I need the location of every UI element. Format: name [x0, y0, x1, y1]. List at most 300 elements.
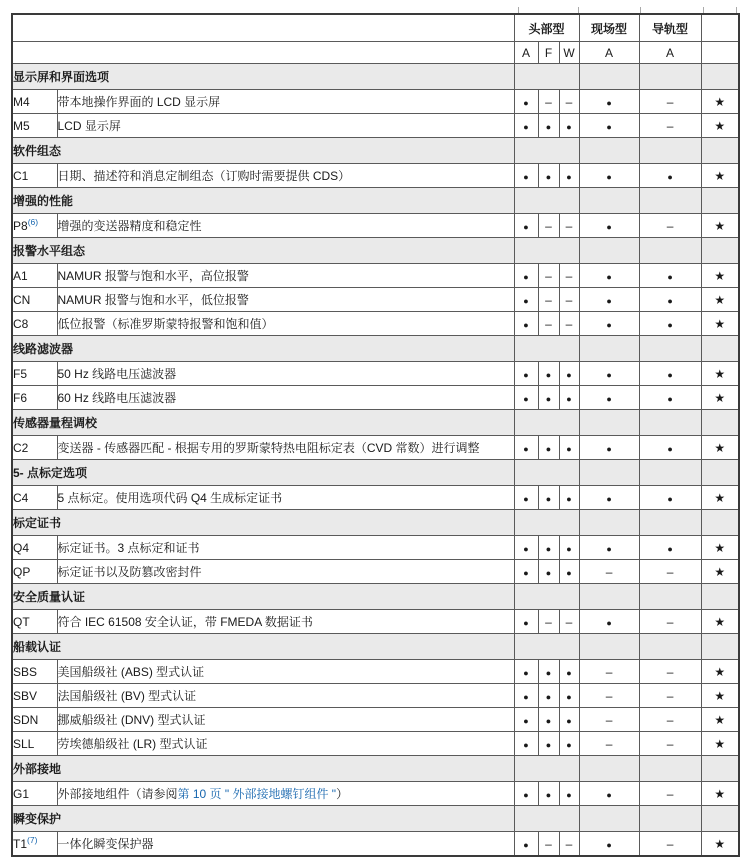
availability-rail-A-cell — [639, 660, 701, 684]
not-available-dash-icon: – — [666, 614, 674, 629]
section-empty-rail-cell — [639, 806, 701, 832]
available-dot-icon: ● — [545, 493, 552, 504]
expedite-star-cell — [701, 214, 739, 238]
available-dot-icon: ● — [545, 543, 552, 554]
star-icon: ★ — [714, 118, 726, 133]
option-code: Q4 — [13, 540, 30, 555]
availability-head-F-cell — [538, 486, 559, 510]
availability-head-W-cell — [559, 684, 579, 708]
availability-head-W-cell — [559, 832, 579, 857]
not-available-dash-icon: – — [545, 94, 552, 109]
available-dot-icon: ● — [606, 295, 612, 306]
section-empty-field-cell — [579, 188, 639, 214]
star-icon: ★ — [714, 614, 726, 629]
available-dot-icon: ● — [523, 319, 529, 330]
option-code: C8 — [13, 316, 29, 331]
expedite-star-cell — [701, 164, 739, 188]
not-available-dash-icon: – — [545, 614, 552, 629]
star-icon: ★ — [714, 836, 726, 851]
available-dot-icon: ● — [523, 839, 529, 850]
available-dot-icon: ● — [566, 369, 572, 380]
availability-head-W-cell — [559, 362, 579, 386]
availability-rail-A-cell — [639, 436, 701, 460]
section-row — [12, 806, 739, 832]
available-dot-icon: ● — [545, 171, 552, 182]
section-empty-star-cell — [701, 460, 739, 486]
availability-rail-A-cell — [639, 782, 701, 806]
star-icon: ★ — [714, 94, 726, 109]
section-empty-field-cell — [579, 336, 639, 362]
availability-rail-A-cell — [639, 114, 701, 138]
section-empty-star-cell — [701, 238, 739, 264]
section-title-cell: 瞬变保护 — [12, 806, 514, 832]
header-head-mount: 头部型 — [514, 14, 579, 42]
option-row — [12, 114, 739, 138]
availability-rail-A-cell — [639, 288, 701, 312]
availability-head-W-cell — [559, 782, 579, 806]
subheader-head-W: W — [559, 42, 579, 64]
availability-field-A-cell — [579, 164, 639, 188]
not-available-dash-icon: – — [565, 614, 573, 629]
section-row — [12, 336, 739, 362]
availability-field-A-cell — [579, 214, 639, 238]
option-row — [12, 436, 739, 460]
availability-head-F-cell — [538, 90, 559, 114]
availability-head-W-cell — [559, 560, 579, 584]
section-empty-field-cell — [579, 806, 639, 832]
available-dot-icon: ● — [566, 667, 572, 678]
subheader-empty-cell — [12, 42, 514, 64]
available-dot-icon: ● — [667, 443, 673, 454]
availability-head-W-cell — [559, 708, 579, 732]
available-dot-icon: ● — [545, 715, 552, 726]
option-row — [12, 486, 739, 510]
availability-head-A-cell — [514, 214, 538, 238]
available-dot-icon: ● — [523, 667, 529, 678]
available-dot-icon: ● — [545, 369, 552, 380]
available-dot-icon: ● — [606, 271, 612, 282]
expedite-star-cell — [701, 660, 739, 684]
option-description-cell: 日期、描述符和消息定制组态（订购时需要提供 CDS） — [57, 164, 514, 188]
availability-field-A-cell — [579, 684, 639, 708]
availability-head-A-cell — [514, 684, 538, 708]
not-available-dash-icon: – — [666, 836, 674, 851]
not-available-dash-icon: – — [666, 736, 674, 751]
expedite-star-cell — [701, 386, 739, 410]
section-empty-rail-cell — [639, 138, 701, 164]
available-dot-icon: ● — [566, 121, 572, 132]
availability-head-A-cell — [514, 288, 538, 312]
not-available-dash-icon: – — [545, 836, 552, 851]
availability-field-A-cell — [579, 312, 639, 336]
option-code-cell — [12, 436, 57, 460]
section-empty-rail-cell — [639, 238, 701, 264]
availability-head-A-cell — [514, 114, 538, 138]
option-code: SLL — [13, 736, 35, 751]
availability-head-A-cell — [514, 708, 538, 732]
section-empty-head-cell — [514, 806, 579, 832]
availability-field-A-cell — [579, 486, 639, 510]
section-row — [12, 410, 739, 436]
footnote-reference: (7) — [27, 834, 38, 845]
availability-field-A-cell — [579, 362, 639, 386]
section-row — [12, 238, 739, 264]
available-dot-icon: ● — [667, 171, 673, 182]
section-empty-head-cell — [514, 336, 579, 362]
not-available-dash-icon: – — [565, 316, 573, 331]
available-dot-icon: ● — [523, 789, 529, 800]
option-description-cell: 劳埃德船级社 (LR) 型式认证 — [57, 732, 514, 756]
option-code-cell — [12, 560, 57, 584]
section-empty-field-cell — [579, 138, 639, 164]
availability-field-A-cell — [579, 708, 639, 732]
option-row — [12, 660, 739, 684]
availability-rail-A-cell — [639, 832, 701, 857]
not-available-dash-icon: – — [565, 268, 573, 283]
section-title-cell: 船载认证 — [12, 634, 514, 660]
available-dot-icon: ● — [523, 567, 529, 578]
section-empty-head-cell — [514, 238, 579, 264]
option-row — [12, 732, 739, 756]
availability-head-W-cell — [559, 536, 579, 560]
availability-rail-A-cell — [639, 214, 701, 238]
option-description-cell: 标定证书。3 点标定和证书 — [57, 536, 514, 560]
available-dot-icon: ● — [523, 97, 529, 108]
not-available-dash-icon: – — [666, 564, 674, 579]
option-code-cell — [12, 312, 57, 336]
page-reference-link[interactable]: 第 10 页 " 外部接地螺钉组件 " — [177, 787, 337, 801]
availability-field-A-cell — [579, 90, 639, 114]
footnote-reference: (6) — [27, 216, 39, 227]
available-dot-icon: ● — [606, 617, 612, 628]
available-dot-icon: ● — [667, 271, 673, 282]
option-code-cell — [12, 782, 57, 806]
section-empty-field-cell — [579, 64, 639, 90]
available-dot-icon: ● — [545, 121, 552, 132]
availability-rail-A-cell — [639, 708, 701, 732]
section-empty-star-cell — [701, 188, 739, 214]
available-dot-icon: ● — [566, 739, 572, 750]
availability-head-A-cell — [514, 486, 538, 510]
not-available-dash-icon: – — [666, 786, 674, 801]
option-row — [12, 90, 739, 114]
option-code: A1 — [13, 268, 28, 283]
star-icon: ★ — [714, 316, 726, 331]
section-empty-field-cell — [579, 460, 639, 486]
available-dot-icon: ● — [545, 667, 552, 678]
available-dot-icon: ● — [523, 443, 529, 454]
available-dot-icon: ● — [523, 121, 529, 132]
availability-head-A-cell — [514, 386, 538, 410]
available-dot-icon: ● — [523, 493, 529, 504]
section-title-cell: 标定证书 — [12, 510, 514, 536]
availability-head-F-cell — [538, 164, 559, 188]
option-description-cell: 挪威船级社 (DNV) 型式认证 — [57, 708, 514, 732]
not-available-dash-icon: – — [666, 712, 674, 727]
option-code: QT — [13, 614, 30, 629]
header-group-row — [12, 14, 739, 42]
header-rail-mount: 导轨型 — [639, 14, 701, 42]
option-code: T1 — [13, 836, 28, 851]
option-row — [12, 684, 739, 708]
availability-head-W-cell — [559, 436, 579, 460]
available-dot-icon: ● — [523, 393, 529, 404]
available-dot-icon: ● — [667, 493, 673, 504]
option-code: QP — [13, 564, 31, 579]
availability-field-A-cell — [579, 114, 639, 138]
option-code: F5 — [13, 366, 28, 381]
section-empty-head-cell — [514, 584, 579, 610]
availability-head-W-cell — [559, 114, 579, 138]
option-code: CN — [13, 292, 31, 307]
availability-head-A-cell — [514, 164, 538, 188]
available-dot-icon: ● — [523, 221, 529, 232]
option-row — [12, 832, 739, 857]
option-code: P8 — [13, 218, 28, 233]
section-empty-rail-cell — [639, 510, 701, 536]
not-available-dash-icon: – — [605, 664, 613, 679]
available-dot-icon: ● — [523, 715, 529, 726]
available-dot-icon: ● — [566, 715, 572, 726]
available-dot-icon: ● — [606, 319, 612, 330]
not-available-dash-icon: – — [545, 316, 552, 331]
section-title-cell: 传感器量程调校 — [12, 410, 514, 436]
availability-field-A-cell — [579, 832, 639, 857]
option-row — [12, 782, 739, 806]
availability-head-A-cell — [514, 312, 538, 336]
star-icon: ★ — [714, 664, 726, 679]
available-dot-icon: ● — [523, 369, 529, 380]
available-dot-icon: ● — [566, 171, 572, 182]
availability-head-W-cell — [559, 214, 579, 238]
star-icon: ★ — [714, 564, 726, 579]
section-empty-field-cell — [579, 410, 639, 436]
available-dot-icon: ● — [606, 171, 612, 182]
section-empty-head-cell — [514, 634, 579, 660]
not-available-dash-icon: – — [666, 664, 674, 679]
availability-field-A-cell — [579, 660, 639, 684]
description-text: ） — [336, 787, 349, 801]
star-icon: ★ — [714, 490, 726, 505]
expedite-star-cell — [701, 782, 739, 806]
available-dot-icon: ● — [667, 295, 673, 306]
availability-head-W-cell — [559, 732, 579, 756]
option-row — [12, 362, 739, 386]
section-empty-field-cell — [579, 634, 639, 660]
expedite-star-cell — [701, 288, 739, 312]
section-empty-field-cell — [579, 584, 639, 610]
option-description-cell: 5 点标定。使用选项代码 Q4 生成标定证书 — [57, 486, 514, 510]
section-row — [12, 510, 739, 536]
availability-head-A-cell — [514, 264, 538, 288]
availability-head-F-cell — [538, 684, 559, 708]
option-row — [12, 386, 739, 410]
expedite-star-cell — [701, 114, 739, 138]
available-dot-icon: ● — [566, 567, 572, 578]
star-icon: ★ — [714, 440, 726, 455]
available-dot-icon: ● — [667, 319, 673, 330]
not-available-dash-icon: – — [565, 94, 573, 109]
subheader-head-A: A — [514, 42, 538, 64]
availability-head-F-cell — [538, 386, 559, 410]
available-dot-icon: ● — [566, 493, 572, 504]
section-empty-star-cell — [701, 634, 739, 660]
available-dot-icon: ● — [523, 271, 529, 282]
options-availability-table — [11, 13, 740, 857]
option-description-cell: NAMUR 报警与饱和水平，高位报警 — [57, 264, 514, 288]
not-available-dash-icon: – — [666, 94, 674, 109]
section-row — [12, 64, 739, 90]
availability-rail-A-cell — [639, 684, 701, 708]
section-empty-rail-cell — [639, 188, 701, 214]
expedite-star-cell — [701, 560, 739, 584]
section-empty-head-cell — [514, 64, 579, 90]
available-dot-icon: ● — [523, 295, 529, 306]
star-icon: ★ — [714, 688, 726, 703]
not-available-dash-icon: – — [605, 712, 613, 727]
availability-head-W-cell — [559, 288, 579, 312]
available-dot-icon: ● — [667, 543, 673, 554]
section-empty-star-cell — [701, 64, 739, 90]
available-dot-icon: ● — [566, 691, 572, 702]
star-icon: ★ — [714, 218, 726, 233]
section-empty-star-cell — [701, 410, 739, 436]
section-empty-head-cell — [514, 138, 579, 164]
option-description-cell: 符合 IEC 61508 安全认证，带 FMEDA 数据证书 — [57, 610, 514, 634]
not-available-dash-icon: – — [666, 218, 674, 233]
section-empty-star-cell — [701, 336, 739, 362]
available-dot-icon: ● — [523, 691, 529, 702]
section-empty-head-cell — [514, 510, 579, 536]
option-code-cell — [12, 214, 57, 238]
option-code: F6 — [13, 390, 28, 405]
option-code-cell — [12, 732, 57, 756]
section-empty-head-cell — [514, 460, 579, 486]
availability-head-W-cell — [559, 486, 579, 510]
section-empty-head-cell — [514, 756, 579, 782]
section-title-cell: 安全质量认证 — [12, 584, 514, 610]
option-code-cell — [12, 486, 57, 510]
not-available-dash-icon: – — [545, 218, 552, 233]
availability-head-W-cell — [559, 312, 579, 336]
availability-head-F-cell — [538, 312, 559, 336]
option-row — [12, 264, 739, 288]
expedite-star-cell — [701, 90, 739, 114]
expedite-star-cell — [701, 832, 739, 857]
availability-field-A-cell — [579, 436, 639, 460]
availability-head-F-cell — [538, 708, 559, 732]
option-description-cell: NAMUR 报警与饱和水平，低位报警 — [57, 288, 514, 312]
availability-head-A-cell — [514, 90, 538, 114]
section-empty-star-cell — [701, 756, 739, 782]
option-code-cell — [12, 386, 57, 410]
star-icon: ★ — [714, 168, 726, 183]
option-code: SDN — [13, 712, 39, 727]
available-dot-icon: ● — [606, 97, 612, 108]
star-icon: ★ — [714, 268, 726, 283]
option-code: C2 — [13, 440, 29, 455]
available-dot-icon: ● — [523, 543, 529, 554]
option-code: G1 — [13, 786, 30, 801]
subheader-star-empty-cell — [701, 42, 739, 64]
section-row — [12, 188, 739, 214]
option-code: SBS — [13, 664, 38, 679]
option-code-cell — [12, 708, 57, 732]
availability-rail-A-cell — [639, 610, 701, 634]
subheader-rail-A: A — [639, 42, 701, 64]
star-icon: ★ — [714, 736, 726, 751]
header-field-mount: 现场型 — [579, 14, 639, 42]
availability-head-F-cell — [538, 782, 559, 806]
star-icon: ★ — [714, 390, 726, 405]
availability-rail-A-cell — [639, 732, 701, 756]
availability-head-F-cell — [538, 536, 559, 560]
availability-head-F-cell — [538, 610, 559, 634]
availability-head-W-cell — [559, 610, 579, 634]
available-dot-icon: ● — [606, 493, 612, 504]
available-dot-icon: ● — [606, 221, 612, 232]
available-dot-icon: ● — [523, 739, 529, 750]
option-description-cell: 带本地操作界面的 LCD 显示屏 — [57, 90, 514, 114]
option-row — [12, 560, 739, 584]
availability-rail-A-cell — [639, 486, 701, 510]
availability-field-A-cell — [579, 732, 639, 756]
option-description-cell: 变送器 - 传感器匹配 - 根据专用的罗斯蒙特热电阻标定表（CVD 常数）进行调整 — [57, 436, 514, 460]
availability-field-A-cell — [579, 288, 639, 312]
star-icon: ★ — [714, 786, 726, 801]
availability-head-F-cell — [538, 436, 559, 460]
subheader-head-F: F — [538, 42, 559, 64]
option-code: SBV — [13, 688, 38, 703]
available-dot-icon: ● — [566, 443, 572, 454]
header-empty-cell — [12, 14, 514, 42]
availability-head-F-cell — [538, 732, 559, 756]
not-available-dash-icon: – — [666, 118, 674, 133]
availability-head-W-cell — [559, 386, 579, 410]
not-available-dash-icon: – — [565, 218, 573, 233]
description-text: 外部接地组件（请参阅 — [57, 787, 178, 801]
option-row — [12, 312, 739, 336]
available-dot-icon: ● — [545, 739, 552, 750]
expedite-star-cell — [701, 732, 739, 756]
availability-head-A-cell — [514, 610, 538, 634]
option-row — [12, 288, 739, 312]
option-description-cell: LCD 显示屏 — [57, 114, 514, 138]
star-icon: ★ — [714, 366, 726, 381]
option-code-cell — [12, 164, 57, 188]
availability-head-F-cell — [538, 214, 559, 238]
availability-head-A-cell — [514, 362, 538, 386]
availability-head-W-cell — [559, 90, 579, 114]
not-available-dash-icon: – — [666, 688, 674, 703]
not-available-dash-icon: – — [605, 688, 613, 703]
star-icon: ★ — [714, 540, 726, 555]
availability-field-A-cell — [579, 610, 639, 634]
expedite-star-cell — [701, 610, 739, 634]
availability-field-A-cell — [579, 560, 639, 584]
availability-rail-A-cell — [639, 164, 701, 188]
section-row — [12, 460, 739, 486]
availability-head-A-cell — [514, 436, 538, 460]
header-star-empty-cell — [701, 14, 739, 42]
available-dot-icon: ● — [606, 443, 612, 454]
available-dot-icon: ● — [606, 543, 612, 554]
option-row — [12, 536, 739, 560]
section-empty-rail-cell — [639, 64, 701, 90]
option-row — [12, 214, 739, 238]
not-available-dash-icon: – — [605, 736, 613, 751]
available-dot-icon: ● — [606, 789, 612, 800]
